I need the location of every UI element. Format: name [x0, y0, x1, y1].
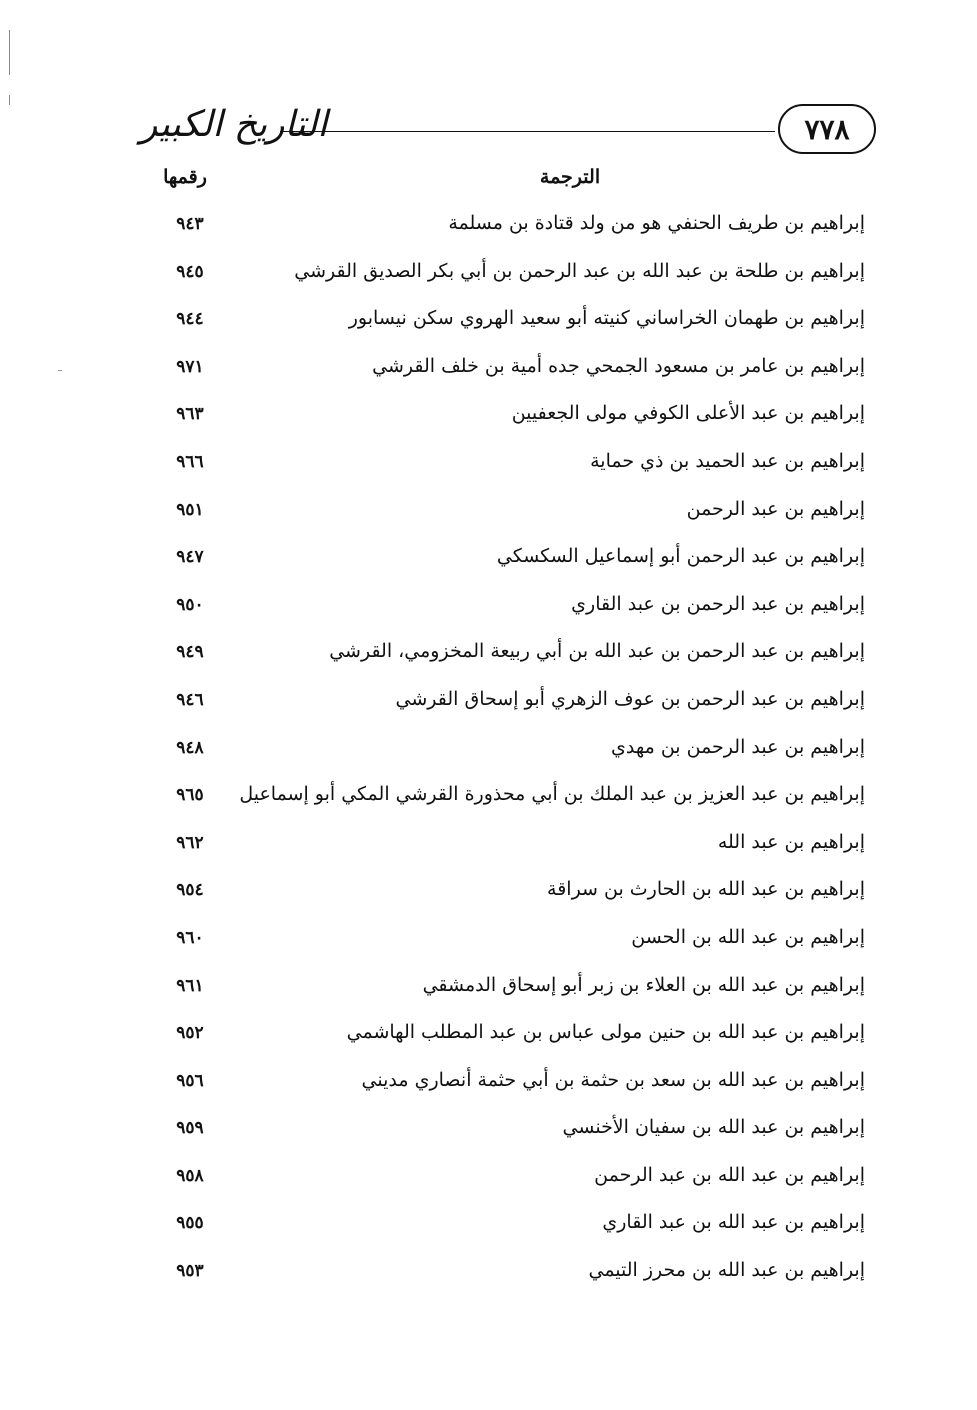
column-header-number: رقمها	[163, 166, 207, 188]
entry-name: إبراهيم بن عامر بن مسعود الجمحي جده أمية بن خلف القرشي	[372, 354, 865, 377]
index-entry	[0, 1253, 977, 1301]
entry-name: إبراهيم بن عبد الله بن العلاء بن زبر أبو إسحاق الدمشقي	[422, 973, 865, 996]
index-entry	[0, 587, 977, 635]
entry-number: ٩٥٤	[176, 880, 204, 901]
entry-number: ٩٧١	[176, 356, 204, 377]
entry-name: إبراهيم بن عبد الرحمن بن مهدي	[611, 735, 865, 758]
entry-number: ٩٥٦	[176, 1070, 204, 1091]
index-entry	[0, 349, 977, 397]
index-entry	[0, 396, 977, 444]
entry-number: ٩٦٠	[176, 927, 204, 948]
entry-number: ٩٦٥	[176, 785, 204, 806]
entry-name: إبراهيم بن طريف الحنفي هو من ولد قتادة بن مسلمة	[448, 212, 865, 234]
index-entries	[0, 206, 977, 1301]
entry-name: إبراهيم بن عبد الله بن سفيان الأخنسي	[562, 1116, 865, 1139]
entry-name: إبراهيم بن عبد الله بن حنين مولى عباس بن عبد المطلب الهاشمي	[346, 1021, 865, 1044]
entry-number: ٩٤٥	[176, 261, 204, 282]
entry-name: إبراهيم بن طهمان الخراساني كنيته أبو سعيد الهروي سكن نيسابور	[348, 307, 865, 330]
page-number: ٧٧٨	[778, 104, 876, 154]
index-entry	[0, 254, 977, 302]
entry-name: إبراهيم بن عبد الرحمن	[686, 497, 865, 520]
entry-name: إبراهيم بن عبد العزيز بن عبد الملك بن أبي محذورة القرشي المكي أبو إسماعيل	[239, 783, 865, 806]
index-entry	[0, 682, 977, 730]
index-entry	[0, 1110, 977, 1158]
entry-name: إبراهيم بن عبد الرحمن بن عبد الله بن أبي ربيعة المخزومي، القرشي	[329, 640, 865, 663]
entry-name: إبراهيم بن طلحة بن عبد الله بن عبد الرحمن بن أبي بكر الصديق القرشي	[294, 259, 865, 282]
entry-number: ٩٤٦	[176, 689, 204, 710]
entry-name: إبراهيم بن عبد الله	[717, 830, 865, 853]
index-entry	[0, 444, 977, 492]
index-entry	[0, 777, 977, 825]
entry-number: ٩٤٧	[176, 547, 204, 568]
entry-number: ٩٦١	[176, 975, 204, 996]
header-rule	[280, 131, 775, 132]
index-entry	[0, 920, 977, 968]
entry-number: ٩٥٠	[176, 594, 204, 615]
column-header-name: الترجمة	[539, 166, 601, 188]
index-entry	[0, 539, 977, 587]
entry-number: ٩٥٥	[176, 1213, 204, 1234]
entry-name: إبراهيم بن عبد الرحمن بن عبد القاري	[571, 592, 865, 615]
entry-name: إبراهيم بن عبد الرحمن بن عوف الزهري أبو إسحاق القرشي	[395, 687, 865, 710]
index-entry	[0, 872, 977, 920]
scan-edge-mark	[9, 30, 10, 75]
entry-name: إبراهيم بن عبد الله بن الحسن	[631, 925, 865, 948]
index-entry	[0, 1015, 977, 1063]
index-entry	[0, 1205, 977, 1253]
entry-number: ٩٥٨	[176, 1165, 204, 1186]
entry-name: إبراهيم بن عبد الرحمن أبو إسماعيل السكسكي	[496, 545, 865, 568]
entry-number: ٩٤٣	[176, 214, 204, 234]
entry-name: إبراهيم بن عبد الله بن محرز التيمي	[588, 1259, 865, 1282]
index-entry	[0, 825, 977, 873]
book-title: التاريخ الكبير	[140, 104, 328, 145]
entry-number: ٩٤٩	[176, 642, 204, 663]
entry-name: إبراهيم بن عبد الله بن عبد القاري	[602, 1211, 865, 1234]
entry-number: ٩٦٢	[176, 832, 204, 853]
entry-number: ٩٤٨	[176, 737, 204, 758]
index-entry	[0, 968, 977, 1016]
entry-number: ٩٥٩	[176, 1118, 204, 1139]
entry-name: إبراهيم بن عبد الله بن عبد الرحمن	[594, 1163, 865, 1186]
entry-number: ٩٦٣	[176, 404, 204, 425]
index-entry	[0, 730, 977, 778]
entry-name: إبراهيم بن عبد الله بن الحارث بن سراقة	[547, 878, 865, 901]
entry-name: إبراهيم بن عبد الحميد بن ذي حماية	[590, 449, 865, 472]
entry-number: ٩٤٤	[176, 309, 204, 330]
running-head	[130, 98, 880, 162]
index-entry	[0, 1158, 977, 1206]
entry-number: ٩٥٢	[176, 1023, 204, 1044]
entry-name: إبراهيم بن عبد الأعلى الكوفي مولى الجعفيين	[511, 402, 865, 425]
index-entry	[0, 1063, 977, 1111]
index-entry	[0, 301, 977, 349]
index-entry	[0, 634, 977, 682]
entry-number: ٩٥١	[176, 499, 204, 520]
index-entry	[0, 492, 977, 540]
scan-edge-mark	[9, 95, 10, 105]
entry-number: ٩٦٦	[176, 451, 204, 472]
entry-number: ٩٥٣	[176, 1261, 204, 1282]
entry-name: إبراهيم بن عبد الله بن سعد بن حثمة بن أبي حثمة أنصاري مديني	[361, 1068, 865, 1091]
index-entry	[0, 206, 977, 254]
